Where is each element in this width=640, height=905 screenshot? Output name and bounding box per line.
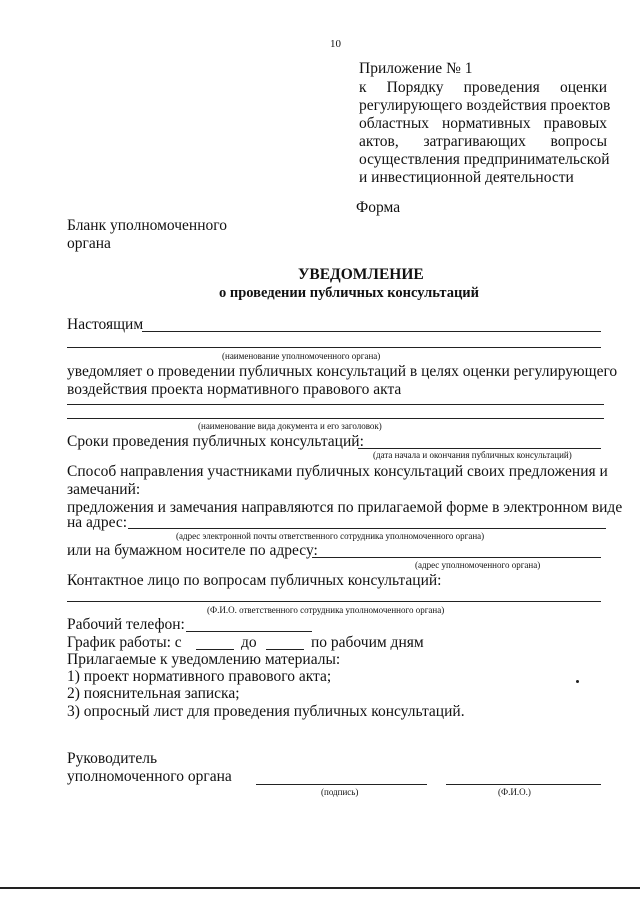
schedule-days-label: по рабочим дням bbox=[311, 634, 424, 651]
hint-dates: (дата начала и окончания публичных консультаций) bbox=[373, 450, 572, 460]
document-subtitle: о проведении публичных консультаций bbox=[219, 285, 480, 301]
attached-label: Прилагаемые к уведомлению материалы: bbox=[67, 651, 341, 668]
hint-name: (Ф.И.О.) bbox=[498, 787, 531, 797]
signatory-title: Руководитель bbox=[67, 750, 158, 767]
attachment-item: 2) пояснительная записка; bbox=[67, 685, 240, 702]
paper-label: или на бумажном носителе по адресу: bbox=[67, 542, 318, 559]
email-field-line bbox=[128, 528, 606, 529]
method-line: Способ направления участниками публичных консультаций своих предложения и bbox=[67, 463, 608, 480]
contact-field-line bbox=[67, 601, 601, 602]
appendix-line: областных нормативных правовых bbox=[359, 115, 607, 132]
appendix-line: осуществления предпринимательской bbox=[359, 151, 610, 168]
name-field-line bbox=[446, 784, 601, 785]
terms-label: Сроки проведения публичных консультаций: bbox=[67, 433, 364, 450]
schedule-to-label: до bbox=[241, 634, 257, 651]
hint-address: (адрес уполномоченного органа) bbox=[415, 560, 541, 570]
appendix-line: и инвестиционной деятельности bbox=[359, 169, 574, 186]
doc-type-field-line bbox=[67, 404, 604, 405]
method-line: замечаний: bbox=[67, 481, 141, 498]
notifies-line: воздействия проекта нормативного правового акта bbox=[67, 381, 402, 398]
document-title: УВЕДОМЛЕНИЕ bbox=[298, 266, 424, 283]
blank-line: Бланк уполномоченного bbox=[67, 217, 227, 234]
method-line: предложения и замечания направляются по прилагаемой форме в электронном виде bbox=[67, 499, 623, 516]
signatory-title: уполномоченного органа bbox=[67, 768, 232, 785]
appendix-line: регулирующего воздействия проектов bbox=[359, 97, 611, 114]
attachment-item: 3) опросный лист для проведения публичных консультаций. bbox=[67, 703, 465, 720]
signature-field-line bbox=[256, 784, 427, 785]
hint-signature: (подпись) bbox=[321, 787, 359, 797]
contact-label: Контактное лицо по вопросам публичных консультаций: bbox=[67, 572, 442, 589]
hint-email: (адрес электронной почты ответственного сотрудника уполномоченного органа) bbox=[176, 531, 485, 541]
doc-type-field-line-2 bbox=[67, 418, 604, 419]
schedule-from-label: График работы: с bbox=[67, 634, 182, 651]
org-name-field-line-2 bbox=[67, 347, 601, 348]
hereby-label: Настоящим bbox=[67, 316, 144, 333]
blank-line: органа bbox=[67, 235, 111, 252]
page-number: 10 bbox=[330, 38, 341, 50]
form-label: Форма bbox=[356, 199, 401, 216]
schedule-to-field-line bbox=[266, 649, 304, 650]
appendix-title: Приложение № 1 bbox=[359, 60, 473, 77]
schedule-from-field-line bbox=[196, 649, 234, 650]
appendix-line: к Порядку проведения оценки bbox=[359, 79, 607, 96]
hint-org-name: (наименование уполномоченного органа) bbox=[222, 351, 381, 361]
appendix-line: актов, затрагивающих вопросы bbox=[359, 133, 607, 150]
hint-fio: (Ф.И.О. ответственного сотрудника уполномоченного органа) bbox=[207, 605, 445, 615]
method-line: на адрес: bbox=[67, 514, 128, 531]
hint-doc-type: (наименование вида документа и его заголовок) bbox=[198, 421, 382, 431]
phone-label: Рабочий телефон: bbox=[67, 616, 185, 633]
bottom-rule bbox=[0, 887, 640, 889]
scan-speck bbox=[576, 680, 579, 683]
terms-field-line bbox=[358, 448, 601, 449]
phone-field-line bbox=[186, 631, 312, 632]
address-field-line bbox=[312, 557, 601, 558]
attachment-item: 1) проект нормативного правового акта; bbox=[67, 668, 332, 685]
org-name-field-line bbox=[142, 331, 601, 332]
notifies-line: уведомляет о проведении публичных консультаций в целях оценки регулирующего bbox=[67, 363, 618, 380]
